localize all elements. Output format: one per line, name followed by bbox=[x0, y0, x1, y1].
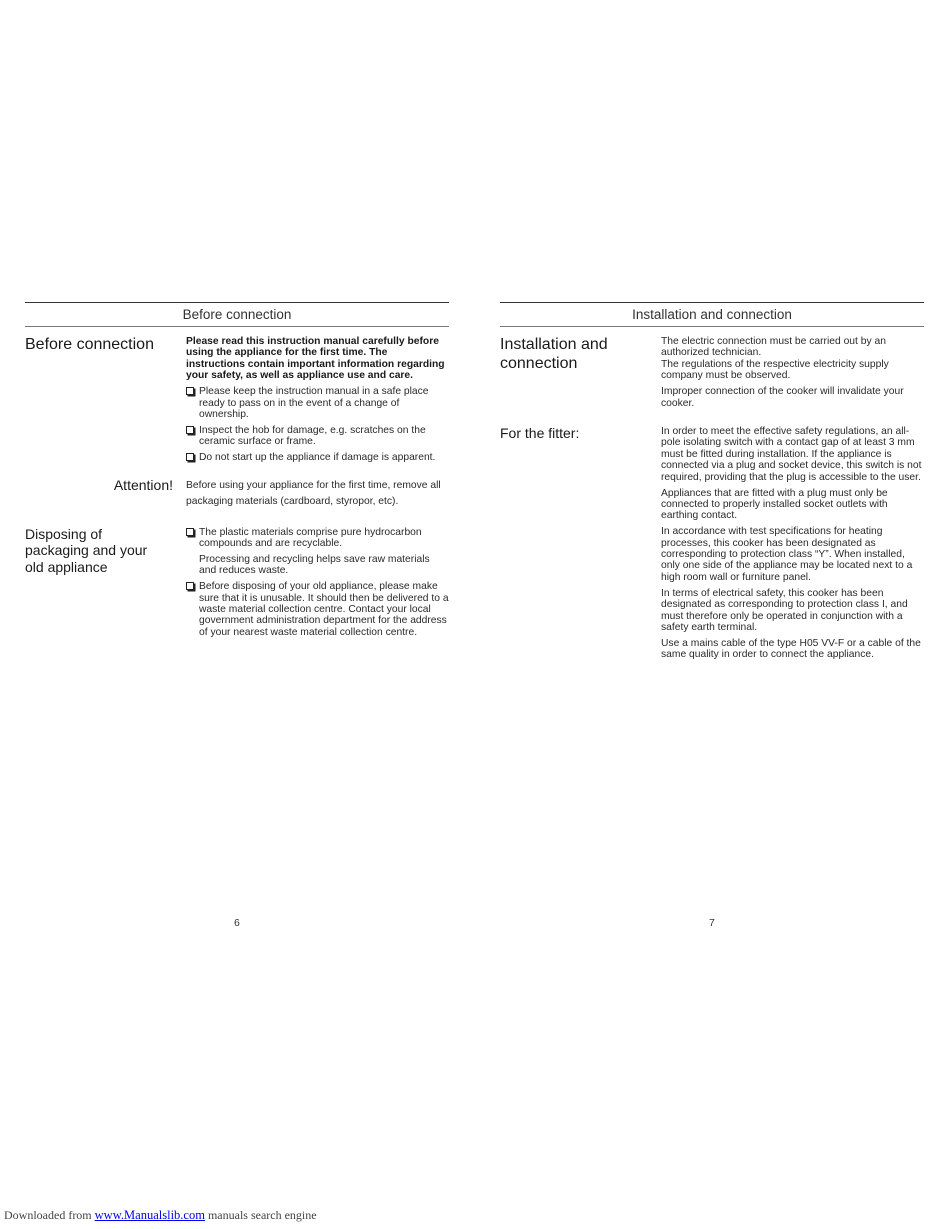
footer-suffix: manuals search engine bbox=[207, 1208, 317, 1222]
list-item bbox=[186, 425, 449, 448]
list-item-continuation: Processing and recycling helps save raw materials and reduces waste. bbox=[199, 553, 430, 577]
paragraph: Improper connection of the cooker will invalidate your cooker. bbox=[661, 386, 904, 409]
checkbox-bullet-icon bbox=[186, 453, 194, 461]
manualslib-link[interactable]: www.Manualslib.com bbox=[94, 1208, 205, 1222]
paragraph: In accordance with test specifications for heating processes, this cooker has been designated as corresponding to protection class “Y”. When installed, only one side of the appliance may be located next to a high room wall or furniture panel. bbox=[661, 526, 913, 583]
section-title: For the fitter: bbox=[500, 425, 580, 441]
section-fitter bbox=[500, 426, 924, 661]
attention-text: Before using your appliance for the first time, remove all packaging materials (cardboard, styropor, etc). bbox=[186, 479, 441, 508]
section-disposing bbox=[25, 527, 449, 639]
paragraph: The electric connection must be carried out by an authorized technician. The regulations of the respective electricity supply company must be observed. bbox=[661, 336, 889, 382]
page-number: 6 bbox=[234, 917, 240, 929]
list-item bbox=[186, 386, 449, 420]
checkbox-bullet-icon bbox=[186, 528, 194, 536]
list-item-text: Before disposing of your old appliance, please make sure that it is unusable. It should then be delivered to a waste material collection centre. Contact your local government administration department for the address of your nearest waste material collection centre. bbox=[199, 581, 449, 638]
section-attention bbox=[25, 478, 449, 511]
checkbox-bullet-icon bbox=[186, 387, 194, 395]
paragraph: Use a mains cable of the type H05 VV-F or a cable of the same quality in order to connect the appliance. bbox=[661, 637, 921, 661]
section-title: Before connection bbox=[25, 336, 154, 353]
right-page bbox=[500, 302, 924, 665]
list-item-text: Please keep the instruction manual in a safe place ready to pass on in the event of a change of ownership. bbox=[199, 386, 429, 420]
list-item-text: Inspect the hob for damage, e.g. scratches on the ceramic surface or frame. bbox=[199, 424, 426, 448]
section-title: Installation and connection bbox=[500, 336, 608, 372]
section-title: Attention! bbox=[113, 476, 173, 493]
paragraph: In order to meet the effective safety regulations, an all-pole isolating switch with a contact gap of at least 3 mm must be fitted during installation. If the appliance is connected via a plug and socket device, this switch is not required, providing that the plug is accessible to the user. bbox=[661, 426, 922, 483]
running-head: Installation and connection bbox=[500, 302, 924, 327]
section-installation bbox=[500, 336, 924, 416]
paragraph: Appliances that are fitted with a plug must only be connected to properly installed socket outlets with earthing contact. bbox=[661, 487, 888, 522]
checkbox-bullet-icon bbox=[186, 582, 194, 590]
left-page bbox=[25, 302, 449, 643]
list-item-text: Do not start up the appliance if damage is apparent. bbox=[199, 452, 436, 464]
download-footer bbox=[4, 1208, 317, 1223]
list-item bbox=[186, 452, 449, 463]
section-title: Disposing of packaging and your old appliance bbox=[25, 525, 148, 575]
section-before-connection bbox=[25, 336, 449, 464]
page-number: 7 bbox=[709, 917, 715, 929]
list-item-text: The plastic materials comprise pure hydrocarbon compounds and are recyclable. bbox=[199, 526, 422, 549]
intro-text: Please read this instruction manual carefully before using the appliance for the first time. The instructions contain important information regarding your safety, as well as appliance use and care. bbox=[186, 336, 445, 382]
list-item bbox=[186, 581, 449, 638]
paragraph: In terms of electrical safety, this cooker has been designated as corresponding to protection class I, and must therefore only be operated in conjunction with a safety earth terminal. bbox=[661, 587, 908, 633]
footer-prefix: Downloaded from bbox=[4, 1208, 92, 1222]
checkbox-bullet-icon bbox=[186, 426, 194, 434]
running-head: Before connection bbox=[25, 302, 449, 327]
list-item bbox=[186, 527, 449, 550]
